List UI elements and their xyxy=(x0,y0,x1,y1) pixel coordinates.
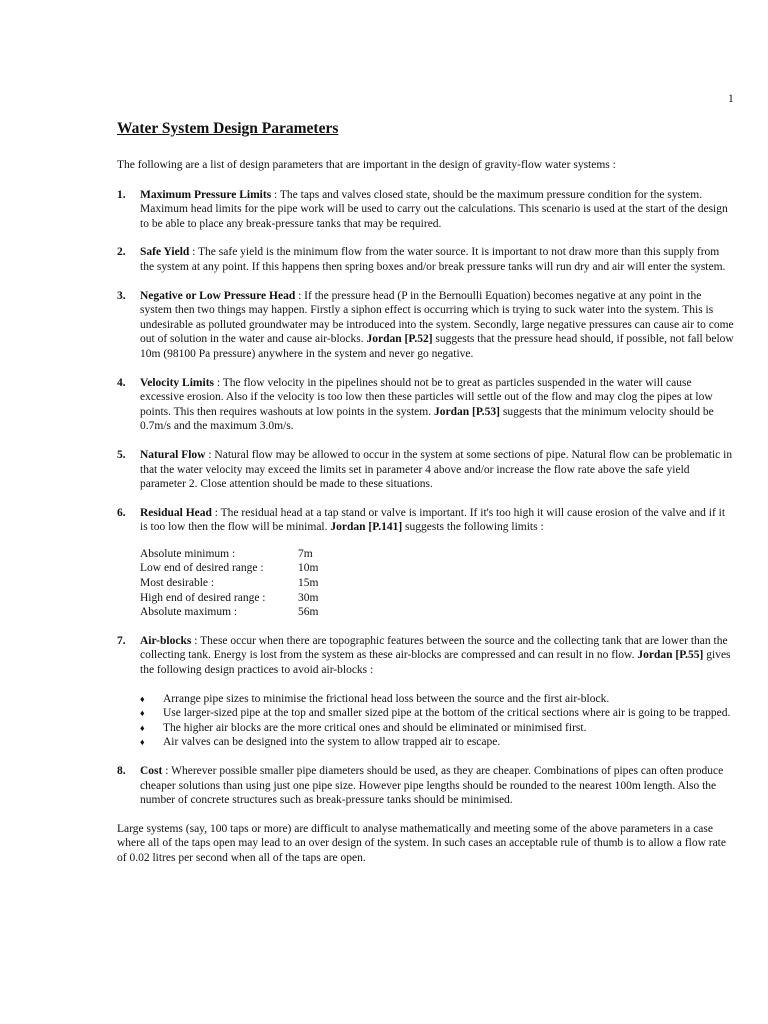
list-item xyxy=(140,735,735,750)
item-reference: Jordan [P.141] xyxy=(330,521,403,534)
item-reference: Jordan [P.52] xyxy=(366,333,433,346)
list-item-text: The higher air blocks are the more critical ones and should be eliminated or minimised first. xyxy=(163,721,587,734)
item-text: : The flow velocity in the pipelines should not be to great as particles suspended in the water will cause excessive erosion. Also if the velocity is too low then these particles will settle out of the flow and may clog the pipes at low points. This then requires washouts at low points in the system. xyxy=(140,376,713,418)
list-item xyxy=(140,706,735,721)
item-term: Air-blocks xyxy=(140,634,192,647)
item-text: : Natural flow may be allowed to occur in the system at some sections of pipe. Natural flow can be problematic in that the water velocity may exceed the limits set in parameter 4 above and/or increase the flow rate above the safe yield parameter 2. Close attention should be made to these situations. xyxy=(140,448,733,491)
intro-paragraph: The following are a list of design parameters that are important in the design of gravity-flow water systems : xyxy=(117,159,616,171)
parameter-list xyxy=(117,188,735,808)
item-text-continued: suggests that the minimum velocity should be 0.7m/s and the maximum 3.0m/s. xyxy=(140,405,714,433)
limit-label: Absolute minimum : xyxy=(140,547,236,560)
item-number: 4. xyxy=(117,376,126,389)
item-number: 3. xyxy=(117,289,126,302)
limit-value: 7m xyxy=(298,547,313,560)
item-text: : The safe yield is the minimum flow from the water source. It is important to not draw more than this supply from the system at any point. If this happens then spring boxes and/or break pressure tanks will run dry and air will enter the system. xyxy=(140,246,726,273)
item-number: 5. xyxy=(117,448,126,461)
airblock-practices-list xyxy=(140,692,735,750)
table-row xyxy=(140,591,318,606)
item-term: Cost xyxy=(140,765,163,777)
document-body xyxy=(117,120,735,866)
diamond-bullet-icon: ♦ xyxy=(140,737,145,748)
item-text-continued: gives the following design practices to avoid air-blocks : xyxy=(140,649,731,677)
list-item xyxy=(140,692,735,707)
parameter-item xyxy=(117,289,735,362)
page-number: 1 xyxy=(728,93,734,105)
table-row xyxy=(140,547,318,562)
item-text: : The residual head at a tap stand or valve is important. If it's too high it will cause erosion of the valve and if it is too low then the flow will be minimal. xyxy=(140,506,726,534)
item-text: : The taps and valves closed state, should be the maximum pressure condition for the system. Maximum head limits for the pipe work will be used to carry out the calculations. This scenario is used at the start of the design to be able to place any break-pressure tanks that may be required. xyxy=(140,188,728,230)
item-reference: Jordan [P.53] xyxy=(433,405,501,418)
item-reference: Jordan [P.55] xyxy=(637,649,704,662)
limit-value: 15m xyxy=(298,577,319,590)
list-item xyxy=(140,721,735,736)
list-item-text: Use larger-sized pipe at the top and smaller sized pipe at the bottom of the critical sections where air is going to be trapped. xyxy=(163,707,731,720)
item-text-continued: suggests that the pressure head should, if possible, not fall below 10m (98100 Pa pressure) anywhere in the system and never go negative. xyxy=(140,333,734,360)
limit-label: High end of desired range : xyxy=(140,591,266,604)
parameter-item xyxy=(117,634,735,750)
diamond-bullet-icon: ♦ xyxy=(140,722,145,733)
limit-value: 56m xyxy=(298,606,319,619)
limit-label: Absolute maximum : xyxy=(140,606,238,619)
item-text: : Wherever possible smaller pipe diameters should be used, as they are cheaper. Combinations of pipes can often produce cheaper solutions than using just one pipe size. However pipe lengths should be rounded to the nearest 100m length. Also the number of concrete structures such as break-pressure tanks should be minimised. xyxy=(140,765,724,807)
item-number: 1. xyxy=(117,188,126,201)
table-row xyxy=(140,576,318,591)
limit-value: 10m xyxy=(298,562,319,575)
item-term: Residual Head xyxy=(140,506,212,519)
item-number: 8. xyxy=(117,765,126,777)
parameter-item xyxy=(117,376,735,434)
parameter-item xyxy=(117,764,735,808)
item-text-continued: suggests the following limits : xyxy=(402,521,544,534)
item-term: Natural Flow xyxy=(140,448,206,461)
parameter-item xyxy=(117,448,735,492)
parameter-item xyxy=(117,188,735,232)
item-number: 6. xyxy=(117,506,126,519)
item-term: Negative or Low Pressure Head xyxy=(140,289,296,302)
item-term: Velocity Limits xyxy=(140,376,214,389)
diamond-bullet-icon: ♦ xyxy=(140,708,145,719)
list-item-text: Air valves can be designed into the system to allow trapped air to escape. xyxy=(163,736,501,749)
list-item-text: Arrange pipe sizes to minimise the frictional head loss between the source and the first air-block. xyxy=(163,692,610,705)
document-title: Water System Design Parameters xyxy=(117,120,339,137)
item-text: : These occur when there are topographic features between the source and the collecting tank that are lower than the collecting tank. Energy is lost from the system as these air-blocks are compressed and can result in no flow. xyxy=(140,634,728,662)
limit-value: 30m xyxy=(298,591,319,604)
table-row xyxy=(140,605,318,620)
closing-paragraph: Large systems (say, 100 taps or more) are difficult to analyse mathematically and meeting some of the above parameters in a case where all of the taps open may lead to an over design of the system. In such cases an acceptable rule of thumb is to allow a flow rate of 0.02 litres per second when all of the taps are open. xyxy=(117,822,726,864)
diamond-bullet-icon: ♦ xyxy=(140,693,145,704)
parameter-item xyxy=(117,506,735,620)
item-number: 2. xyxy=(117,246,126,259)
limit-label: Most desirable : xyxy=(140,577,215,590)
item-text: : If the pressure head (P in the Bernoulli Equation) becomes negative at any point in the system then two things may happen. Firstly a siphon effect is occurring which is trying to suck water into the system. This is undesirable as polluted groundwater may be introduced into the system. Secondly, large negative pressures can cause air to come out of solution in the water and cause air-blocks. xyxy=(140,289,734,346)
parameter-item xyxy=(117,245,735,274)
limit-label: Low end of desired range : xyxy=(140,562,264,575)
item-number: 7. xyxy=(117,634,126,647)
residual-head-limits-table xyxy=(140,547,318,620)
table-row xyxy=(140,561,318,576)
item-term: Safe Yield xyxy=(140,246,190,259)
item-term: Maximum Pressure Limits xyxy=(140,188,272,201)
